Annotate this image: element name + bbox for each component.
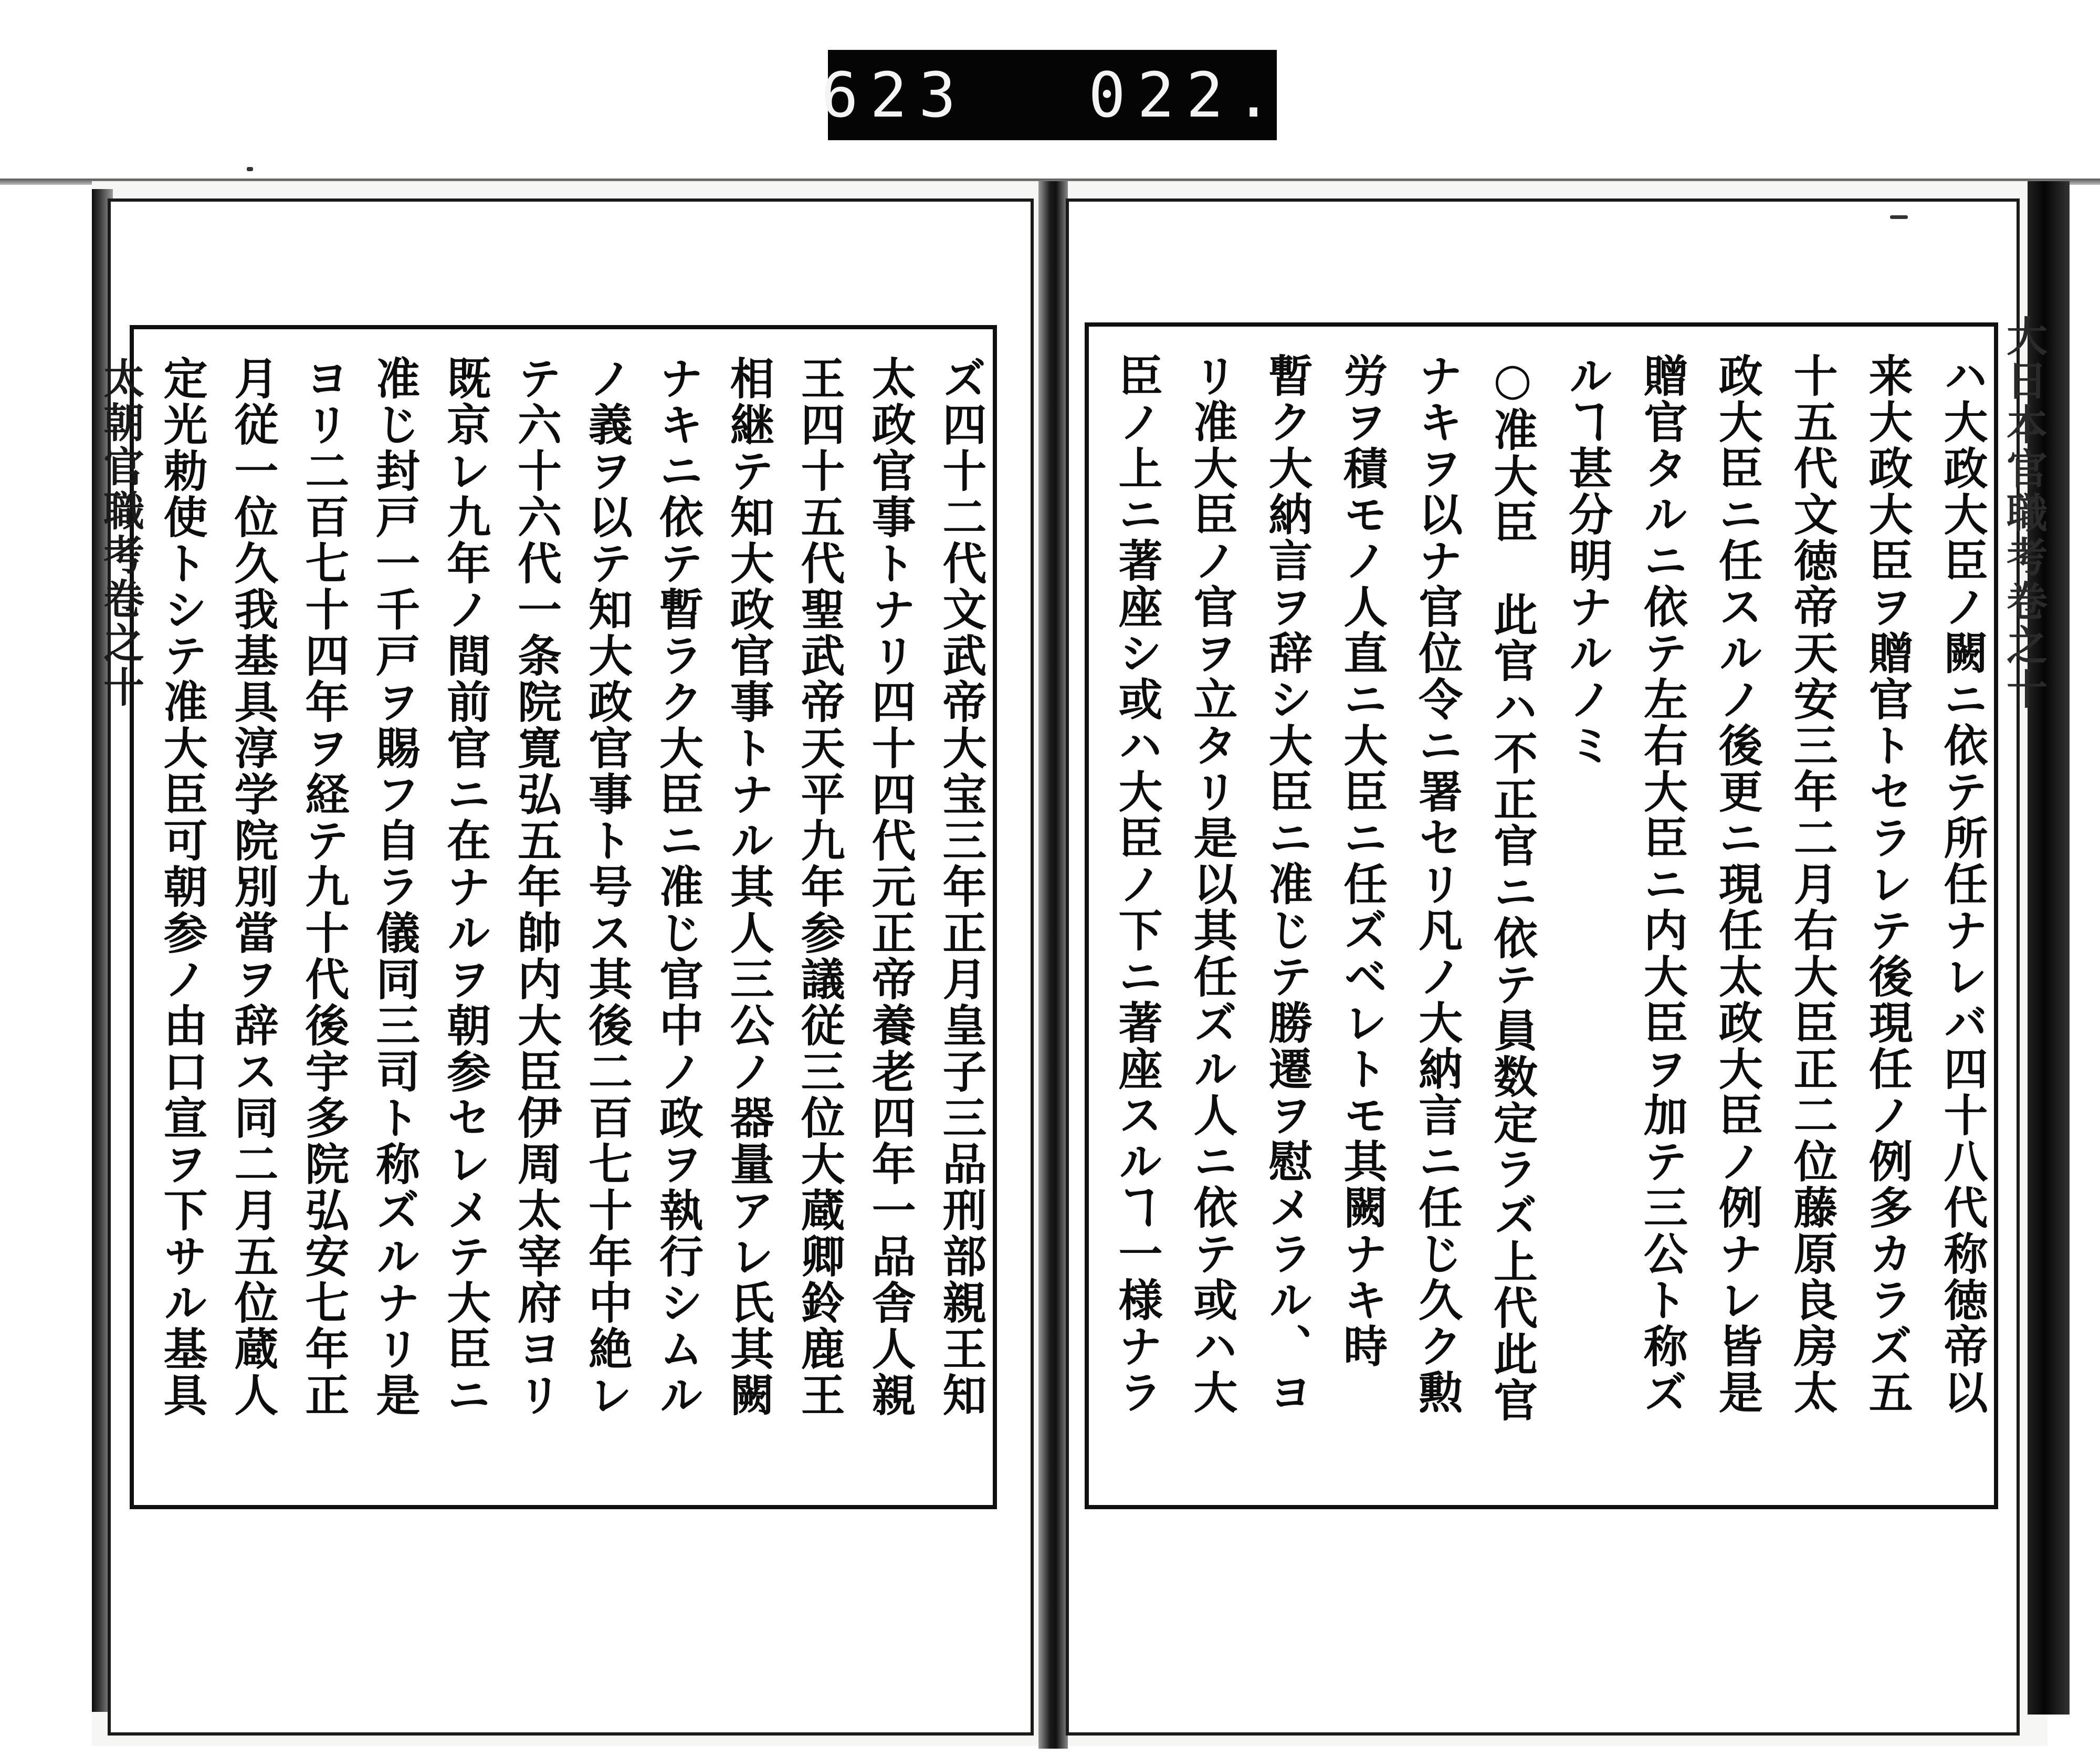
left-page-text-column: 月従一位久我基具淳学院別當ヲ辞ス同二月五位蔵人 <box>227 356 279 1418</box>
left-page-text-column: 太政官事トナリ四十四代元正帝養老四年一品舎人親 <box>865 356 917 1418</box>
right-page-text-column: 贈官タルニ依テ左右大臣ニ内大臣ヲ加テ三公ト称ズ <box>1636 353 1689 1416</box>
left-page-text-column: 准じ封戸一千戸ヲ賜フ自ラ儀同三司ト称ズルナリ是 <box>369 356 421 1418</box>
left-page-text-column: ノ義ヲ以テ知大政官事ト号ス其後二百七十年中絶レ <box>581 356 634 1418</box>
scan-speck <box>1890 215 1908 219</box>
right-page-text-column: リ准大臣ノ官ヲ立タリ是以其任ズル人ニ依テ或ハ大 <box>1186 353 1238 1416</box>
left-page-text-column: テ六十六代一条院寛弘五年帥内大臣伊周太宰府ヨリ <box>510 356 563 1418</box>
book-gutter <box>1038 181 1068 1749</box>
right-page-text-column: 来大政大臣ヲ贈官トセラレテ後現任ノ例多カラズ五 <box>1862 353 1914 1416</box>
right-page <box>1066 198 2020 1736</box>
left-page-text-column: 王四十五代聖武帝天平九年参議従三位大蔵卿鈴鹿王 <box>794 356 846 1418</box>
left-page-text-column: ズ四十二代文武帝大宝三年正月皇子三品刑部親王知 <box>935 356 988 1418</box>
left-page-text-column: 既京レ九年ノ間前官ニ在ナルヲ朝参セレメテ大臣ニ <box>439 356 492 1418</box>
right-page-text-column: 政大臣ニ任スルノ後更ニ現任太政大臣ノ例ナレ皆是 <box>1712 353 1764 1416</box>
right-margin-title: 大日本官職考卷之十 <box>2000 315 2048 712</box>
left-page <box>108 198 1034 1736</box>
right-page-text-column: ハ大政大臣ノ闕ニ依テ所任ナレバ四十八代称徳帝以 <box>1936 353 1989 1416</box>
right-page-text-column: ルヿ甚分明ナルノミ <box>1561 353 1614 769</box>
frame-number-left: 623 <box>821 59 968 131</box>
right-page-text-column: 臣ノ上ニ著座シ或ハ大臣ノ下ニ著座スルヿ一様ナラ <box>1111 353 1163 1416</box>
left-page-text-column: ヨリ二百七十四年ヲ経テ九十代後宇多院弘安七年正 <box>298 356 350 1418</box>
frame-number-right: 022. <box>1088 59 1284 131</box>
film-frame-label <box>821 50 1284 140</box>
right-page-text-column: ナキヲ以ナ官位令ニ署セリ凡ノ大納言ニ任じ久ク勲 <box>1411 353 1464 1416</box>
right-page-text-column: 労ヲ積モノ人直ニ大臣ニ任ズベレトモ其闕ナキ時 <box>1336 353 1389 1370</box>
right-page-text-column: ○准大臣 此官ハ不正官ニ依テ員数定ラズ上代此官 <box>1486 353 1539 1424</box>
left-page-text-column: 相継テ知大政官事トナル其人三公ノ器量アレ氏其闕 <box>723 356 775 1418</box>
right-text-frame <box>1085 322 1998 1509</box>
left-page-text-column: 定光勅使トシテ准大臣可朝参ノ由口宣ヲ下サル基具 <box>156 356 208 1418</box>
left-page-text-column: ナキニ依テ暫ラク大臣ニ准じ官中ノ政ヲ執行シムル <box>652 356 705 1418</box>
left-margin-title: 太朝官職考卷之十 <box>97 357 144 710</box>
scan-speck <box>247 167 253 171</box>
left-text-frame <box>130 325 997 1509</box>
right-page-text-column: 暫ク大納言ヲ辞シ大臣ニ准じテ勝遷ヲ慰メラル、ヨ <box>1261 353 1314 1416</box>
right-page-text-column: 十五代文徳帝天安三年二月右大臣正二位藤原良房太 <box>1787 353 1839 1416</box>
